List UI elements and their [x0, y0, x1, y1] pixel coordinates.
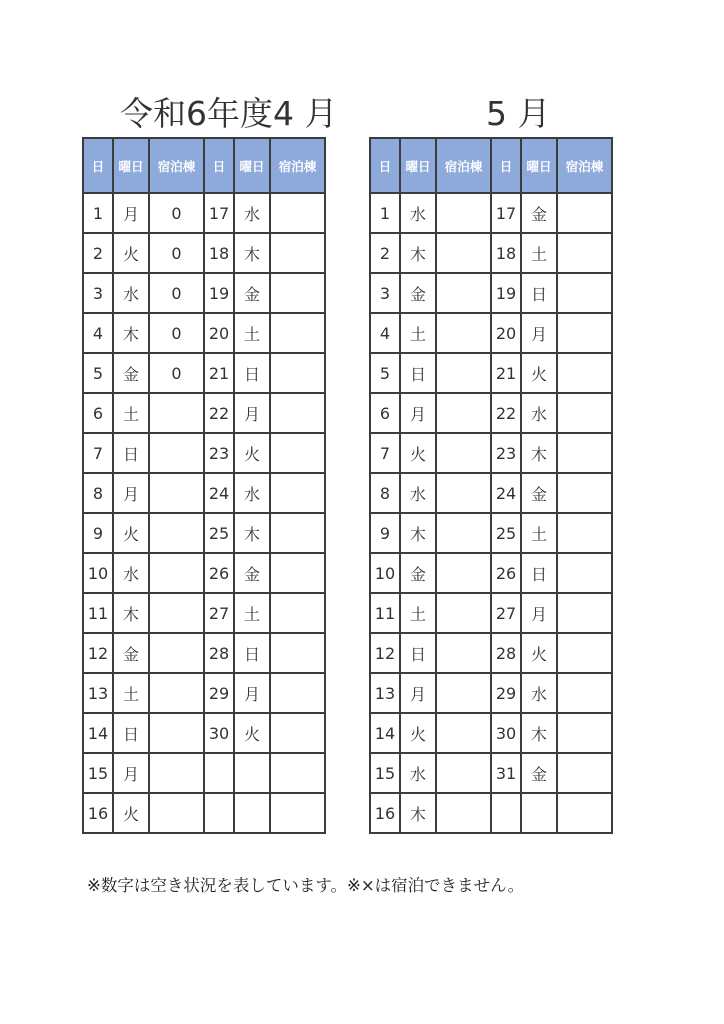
lodging-availability-cell	[270, 713, 325, 753]
weekday-cell: 木	[234, 233, 270, 273]
weekday-cell: 水	[400, 473, 436, 513]
weekday-cell: 土	[521, 513, 557, 553]
lodging-availability-cell	[557, 313, 612, 353]
weekday-cell: 月	[400, 673, 436, 713]
weekday-cell: 金	[521, 473, 557, 513]
weekday-cell: 日	[113, 713, 149, 753]
lodging-availability-cell	[436, 713, 491, 753]
day-cell: 6	[370, 393, 400, 433]
lodging-availability-cell	[436, 633, 491, 673]
lodging-availability-cell	[557, 793, 612, 833]
table-row	[83, 793, 325, 833]
weekday-cell: 木	[521, 713, 557, 753]
weekday-cell: 金	[113, 633, 149, 673]
weekday-cell: 火	[521, 633, 557, 673]
lodging-availability-cell	[436, 793, 491, 833]
day-cell: 10	[83, 553, 113, 593]
header-weekday: 曜日	[400, 138, 436, 193]
table-row	[83, 233, 325, 273]
table-row	[370, 793, 612, 833]
weekday-cell: 金	[234, 273, 270, 313]
day-cell: 14	[370, 713, 400, 753]
lodging-availability-cell	[270, 753, 325, 793]
day-cell: 21	[204, 353, 234, 393]
lodging-availability-cell	[270, 233, 325, 273]
day-cell: 17	[204, 193, 234, 233]
day-cell: 1	[370, 193, 400, 233]
day-cell: 5	[83, 353, 113, 393]
weekday-cell: 木	[400, 513, 436, 553]
lodging-availability-cell: 0	[149, 193, 204, 233]
lodging-availability-cell: 0	[149, 313, 204, 353]
day-cell: 5	[370, 353, 400, 393]
weekday-cell: 土	[113, 393, 149, 433]
lodging-availability-cell	[557, 633, 612, 673]
day-cell: 30	[491, 713, 521, 753]
lodging-availability-cell	[557, 273, 612, 313]
lodging-availability-cell	[436, 233, 491, 273]
header-day: 日	[204, 138, 234, 193]
weekday-cell	[234, 753, 270, 793]
weekday-cell: 日	[400, 353, 436, 393]
lodging-availability-cell	[149, 393, 204, 433]
table-row	[83, 633, 325, 673]
header-weekday: 曜日	[113, 138, 149, 193]
lodging-availability-cell	[149, 673, 204, 713]
day-cell: 14	[83, 713, 113, 753]
day-cell: 25	[491, 513, 521, 553]
header-lodging: 宿泊棟	[270, 138, 325, 193]
day-cell: 1	[83, 193, 113, 233]
lodging-availability-cell: 0	[149, 273, 204, 313]
lodging-availability-cell	[270, 393, 325, 433]
lodging-availability-cell	[436, 393, 491, 433]
lodging-availability-cell	[557, 753, 612, 793]
weekday-cell: 水	[521, 393, 557, 433]
lodging-availability-cell	[557, 353, 612, 393]
table-row	[370, 273, 612, 313]
day-cell: 15	[370, 753, 400, 793]
weekday-cell: 月	[400, 393, 436, 433]
table-row	[370, 713, 612, 753]
weekday-cell: 金	[234, 553, 270, 593]
table-row	[370, 753, 612, 793]
lodging-availability-cell	[436, 193, 491, 233]
weekday-cell: 金	[113, 353, 149, 393]
weekday-cell	[521, 793, 557, 833]
day-cell: 11	[370, 593, 400, 633]
lodging-availability-cell	[557, 193, 612, 233]
table-row	[370, 553, 612, 593]
table-row	[83, 353, 325, 393]
weekday-cell: 土	[521, 233, 557, 273]
table-row	[370, 633, 612, 673]
lodging-availability-cell	[436, 593, 491, 633]
lodging-availability-cell	[436, 353, 491, 393]
day-cell: 8	[83, 473, 113, 513]
lodging-availability-cell	[270, 593, 325, 633]
weekday-cell: 火	[400, 433, 436, 473]
table-row	[83, 673, 325, 713]
header-weekday: 曜日	[521, 138, 557, 193]
weekday-cell: 月	[234, 393, 270, 433]
table-row	[83, 473, 325, 513]
lodging-availability-cell	[270, 513, 325, 553]
weekday-cell	[234, 793, 270, 833]
day-cell: 23	[491, 433, 521, 473]
weekday-cell: 木	[113, 593, 149, 633]
weekday-cell: 火	[234, 433, 270, 473]
table-row	[370, 313, 612, 353]
weekday-cell: 月	[521, 593, 557, 633]
lodging-availability-cell	[270, 353, 325, 393]
lodging-availability-cell: 0	[149, 233, 204, 273]
day-cell: 29	[491, 673, 521, 713]
weekday-cell: 土	[400, 593, 436, 633]
table-row	[370, 193, 612, 233]
weekday-cell: 土	[234, 313, 270, 353]
day-cell: 28	[204, 633, 234, 673]
lodging-availability-cell	[270, 793, 325, 833]
lodging-availability-cell	[436, 673, 491, 713]
weekday-cell: 金	[400, 273, 436, 313]
lodging-availability-cell	[436, 273, 491, 313]
weekday-cell: 月	[521, 313, 557, 353]
lodging-availability-cell	[270, 473, 325, 513]
day-cell: 4	[370, 313, 400, 353]
day-cell: 19	[491, 273, 521, 313]
lodging-availability-cell	[436, 513, 491, 553]
weekday-cell: 火	[521, 353, 557, 393]
day-cell: 28	[491, 633, 521, 673]
may-title: 5 月	[486, 94, 551, 133]
lodging-availability-cell	[436, 473, 491, 513]
weekday-cell: 水	[234, 473, 270, 513]
day-cell: 13	[370, 673, 400, 713]
lodging-availability-cell	[557, 233, 612, 273]
lodging-availability-cell	[149, 713, 204, 753]
weekday-cell: 水	[521, 673, 557, 713]
weekday-cell: 木	[234, 513, 270, 553]
lodging-availability-cell	[557, 433, 612, 473]
april-table-body	[83, 193, 325, 833]
table-row	[370, 393, 612, 433]
weekday-cell: 日	[521, 273, 557, 313]
day-cell: 29	[204, 673, 234, 713]
day-cell: 23	[204, 433, 234, 473]
lodging-availability-cell	[557, 713, 612, 753]
day-cell: 2	[83, 233, 113, 273]
day-cell	[204, 793, 234, 833]
lodging-availability-cell: 0	[149, 353, 204, 393]
lodging-availability-cell	[557, 673, 612, 713]
lodging-availability-cell	[149, 513, 204, 553]
weekday-cell: 火	[113, 233, 149, 273]
table-row	[83, 433, 325, 473]
header-lodging: 宿泊棟	[436, 138, 491, 193]
day-cell: 11	[83, 593, 113, 633]
lodging-availability-cell	[149, 593, 204, 633]
day-cell: 31	[491, 753, 521, 793]
weekday-cell: 日	[400, 633, 436, 673]
weekday-cell: 土	[113, 673, 149, 713]
day-cell: 18	[491, 233, 521, 273]
weekday-cell: 火	[400, 713, 436, 753]
weekday-cell: 月	[113, 473, 149, 513]
may-calendar-table	[369, 137, 613, 834]
weekday-cell: 水	[400, 753, 436, 793]
table-row	[370, 673, 612, 713]
weekday-cell: 日	[521, 553, 557, 593]
day-cell: 24	[204, 473, 234, 513]
lodging-availability-cell	[436, 553, 491, 593]
weekday-cell: 木	[400, 233, 436, 273]
day-cell: 24	[491, 473, 521, 513]
weekday-cell: 水	[234, 193, 270, 233]
header-day: 日	[370, 138, 400, 193]
day-cell: 10	[370, 553, 400, 593]
header-lodging: 宿泊棟	[557, 138, 612, 193]
table-row	[83, 393, 325, 433]
weekday-cell: 日	[234, 353, 270, 393]
weekday-cell: 水	[113, 273, 149, 313]
lodging-availability-cell	[149, 473, 204, 513]
lodging-availability-cell	[270, 553, 325, 593]
lodging-availability-cell	[436, 433, 491, 473]
header-day: 日	[83, 138, 113, 193]
weekday-cell: 火	[113, 513, 149, 553]
table-row	[370, 233, 612, 273]
day-cell: 12	[370, 633, 400, 673]
weekday-cell: 木	[521, 433, 557, 473]
table-row	[83, 193, 325, 233]
weekday-cell: 月	[234, 673, 270, 713]
weekday-cell: 火	[234, 713, 270, 753]
weekday-cell: 水	[113, 553, 149, 593]
day-cell: 13	[83, 673, 113, 713]
lodging-availability-cell	[436, 313, 491, 353]
weekday-cell: 土	[234, 593, 270, 633]
day-cell: 26	[204, 553, 234, 593]
weekday-cell: 金	[400, 553, 436, 593]
lodging-availability-cell	[149, 753, 204, 793]
may-table-body	[370, 193, 612, 833]
day-cell: 7	[83, 433, 113, 473]
day-cell: 2	[370, 233, 400, 273]
lodging-availability-cell	[149, 633, 204, 673]
day-cell: 25	[204, 513, 234, 553]
weekday-cell: 月	[113, 753, 149, 793]
lodging-availability-cell	[149, 553, 204, 593]
weekday-cell: 日	[113, 433, 149, 473]
lodging-availability-cell	[270, 313, 325, 353]
table-row	[83, 593, 325, 633]
table-row	[83, 553, 325, 593]
day-cell: 15	[83, 753, 113, 793]
lodging-availability-cell	[149, 793, 204, 833]
lodging-availability-cell	[557, 473, 612, 513]
lodging-availability-cell	[557, 393, 612, 433]
header-lodging: 宿泊棟	[149, 138, 204, 193]
day-cell: 3	[83, 273, 113, 313]
lodging-availability-cell	[557, 513, 612, 553]
day-cell: 20	[491, 313, 521, 353]
lodging-availability-cell	[270, 633, 325, 673]
lodging-availability-cell	[436, 753, 491, 793]
table-row	[83, 313, 325, 353]
day-cell: 18	[204, 233, 234, 273]
day-cell: 27	[491, 593, 521, 633]
header-row	[370, 138, 612, 193]
weekday-cell: 水	[400, 193, 436, 233]
lodging-availability-cell	[270, 193, 325, 233]
day-cell: 27	[204, 593, 234, 633]
day-cell: 6	[83, 393, 113, 433]
day-cell: 8	[370, 473, 400, 513]
day-cell: 4	[83, 313, 113, 353]
day-cell: 7	[370, 433, 400, 473]
day-cell: 20	[204, 313, 234, 353]
day-cell: 12	[83, 633, 113, 673]
day-cell: 9	[370, 513, 400, 553]
table-row	[370, 433, 612, 473]
header-row	[83, 138, 325, 193]
lodging-availability-cell	[270, 673, 325, 713]
day-cell: 22	[491, 393, 521, 433]
weekday-cell: 土	[400, 313, 436, 353]
weekday-cell: 金	[521, 753, 557, 793]
table-row	[370, 593, 612, 633]
weekday-cell: 火	[113, 793, 149, 833]
lodging-availability-cell	[270, 273, 325, 313]
header-day: 日	[491, 138, 521, 193]
lodging-availability-cell	[557, 593, 612, 633]
day-cell: 26	[491, 553, 521, 593]
day-cell: 17	[491, 193, 521, 233]
lodging-availability-cell	[270, 433, 325, 473]
day-cell: 30	[204, 713, 234, 753]
header-weekday: 曜日	[234, 138, 270, 193]
day-cell	[491, 793, 521, 833]
april-title: 令和6年度4 月	[120, 94, 338, 133]
weekday-cell: 日	[234, 633, 270, 673]
lodging-availability-cell	[557, 553, 612, 593]
lodging-availability-cell	[149, 433, 204, 473]
table-row	[370, 513, 612, 553]
weekday-cell: 木	[400, 793, 436, 833]
table-row	[83, 273, 325, 313]
day-cell: 22	[204, 393, 234, 433]
day-cell: 21	[491, 353, 521, 393]
day-cell: 3	[370, 273, 400, 313]
april-calendar-table	[82, 137, 326, 834]
table-row	[370, 353, 612, 393]
day-cell: 16	[370, 793, 400, 833]
day-cell	[204, 753, 234, 793]
availability-note: ※数字は空き状況を表しています。※×は宿泊できません。	[87, 876, 525, 895]
weekday-cell: 月	[113, 193, 149, 233]
table-row	[83, 753, 325, 793]
weekday-cell: 木	[113, 313, 149, 353]
weekday-cell: 金	[521, 193, 557, 233]
table-row	[370, 473, 612, 513]
table-row	[83, 513, 325, 553]
day-cell: 19	[204, 273, 234, 313]
day-cell: 9	[83, 513, 113, 553]
day-cell: 16	[83, 793, 113, 833]
table-row	[83, 713, 325, 753]
